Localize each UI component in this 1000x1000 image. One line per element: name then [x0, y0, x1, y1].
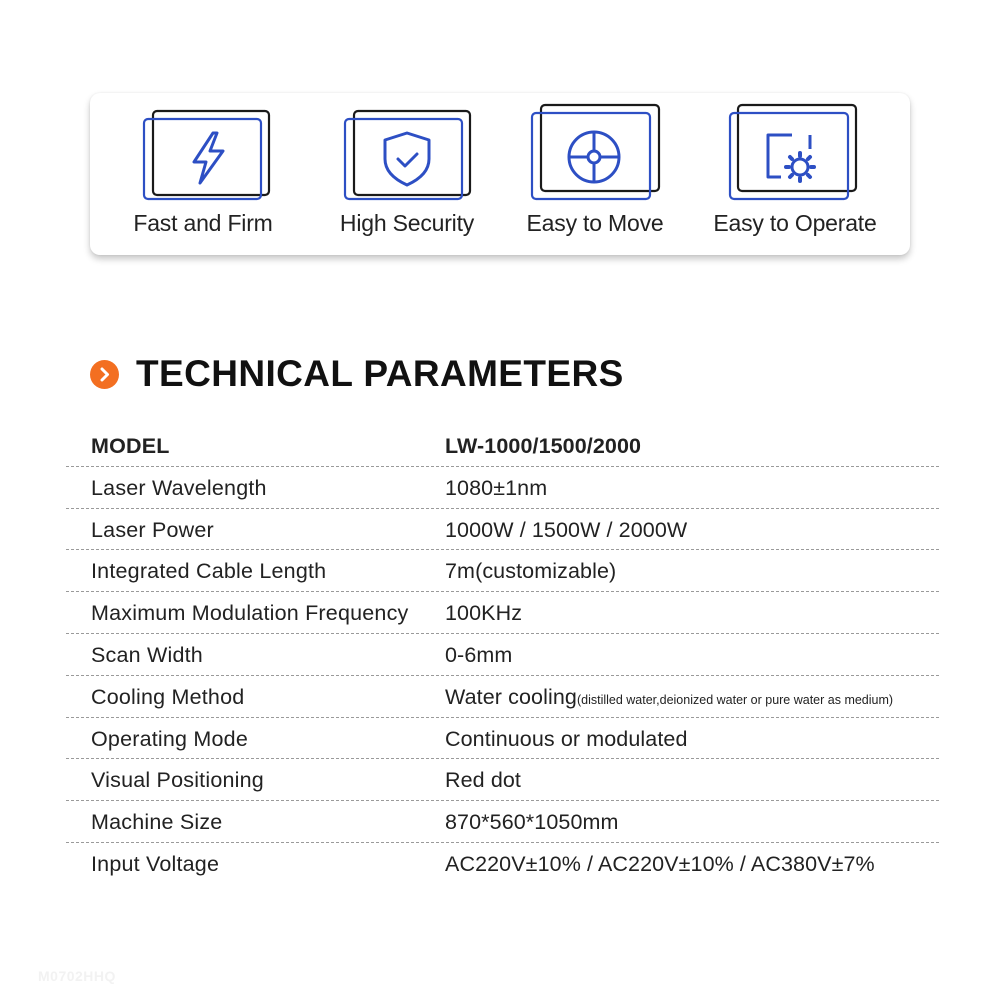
chevron-right-icon: [90, 360, 119, 389]
table-row: [66, 676, 939, 718]
param-value-group: [445, 685, 893, 710]
param-value: 1000W / 1500W / 2000W: [445, 517, 688, 542]
param-value: 1080±1nm: [445, 475, 548, 500]
table-row: [66, 718, 939, 760]
lightning-icon: [143, 109, 273, 199]
param-name: Laser Power: [91, 517, 214, 542]
header-name: MODEL: [91, 434, 170, 458]
param-name: Scan Width: [91, 642, 203, 667]
param-name: Cooling Method: [91, 684, 245, 709]
table-row: [66, 843, 939, 885]
section-title: [90, 350, 624, 398]
shield-check-icon: [344, 109, 474, 199]
table-row: [66, 467, 939, 509]
param-name: Maximum Modulation Frequency: [91, 601, 409, 626]
table-row: [66, 509, 939, 551]
feature-high-security: [312, 93, 502, 255]
param-value: AC220V±10% / AC220V±10% / AC380V±7%: [445, 851, 875, 876]
features-card: [90, 93, 910, 255]
param-name: Operating Mode: [91, 726, 248, 751]
watermark: M0702HHQ: [38, 968, 116, 984]
header-value: LW-1000/1500/2000: [445, 434, 642, 458]
param-name: Integrated Cable Length: [91, 559, 327, 584]
control-gear-icon: [729, 109, 859, 199]
param-note: (distilled water,deionized water or pure water as medium): [576, 692, 894, 707]
feature-easy-to-operate: [700, 93, 890, 255]
param-value: 0-6mm: [445, 642, 513, 667]
parameters-table: [66, 425, 939, 885]
param-name: Laser Wavelength: [91, 475, 267, 500]
table-row: [66, 759, 939, 801]
param-value: Water cooling: [445, 684, 577, 709]
table-row: [66, 634, 939, 676]
table-row: [66, 550, 939, 592]
param-value: 870*560*1050mm: [445, 810, 619, 835]
param-name: Machine Size: [91, 810, 223, 835]
param-value: 100KHz: [445, 601, 523, 626]
feature-label: Easy to Operate: [713, 210, 877, 236]
wheel-icon: [531, 109, 661, 199]
table-row: [66, 801, 939, 843]
section-heading: TECHNICAL PARAMETERS: [136, 353, 624, 394]
param-value: 7m(customizable): [445, 559, 617, 584]
feature-fast-and-firm: [108, 93, 298, 255]
feature-easy-to-move: [500, 93, 690, 255]
param-name: Input Voltage: [91, 851, 220, 876]
feature-label: Easy to Move: [526, 210, 664, 236]
table-row: [66, 592, 939, 634]
param-value: Red dot: [445, 768, 522, 793]
param-name: Visual Positioning: [91, 768, 264, 793]
table-header-row: [66, 425, 939, 467]
feature-label: Fast and Firm: [133, 210, 273, 236]
feature-label: High Security: [339, 210, 475, 236]
param-value: Continuous or modulated: [445, 726, 688, 751]
